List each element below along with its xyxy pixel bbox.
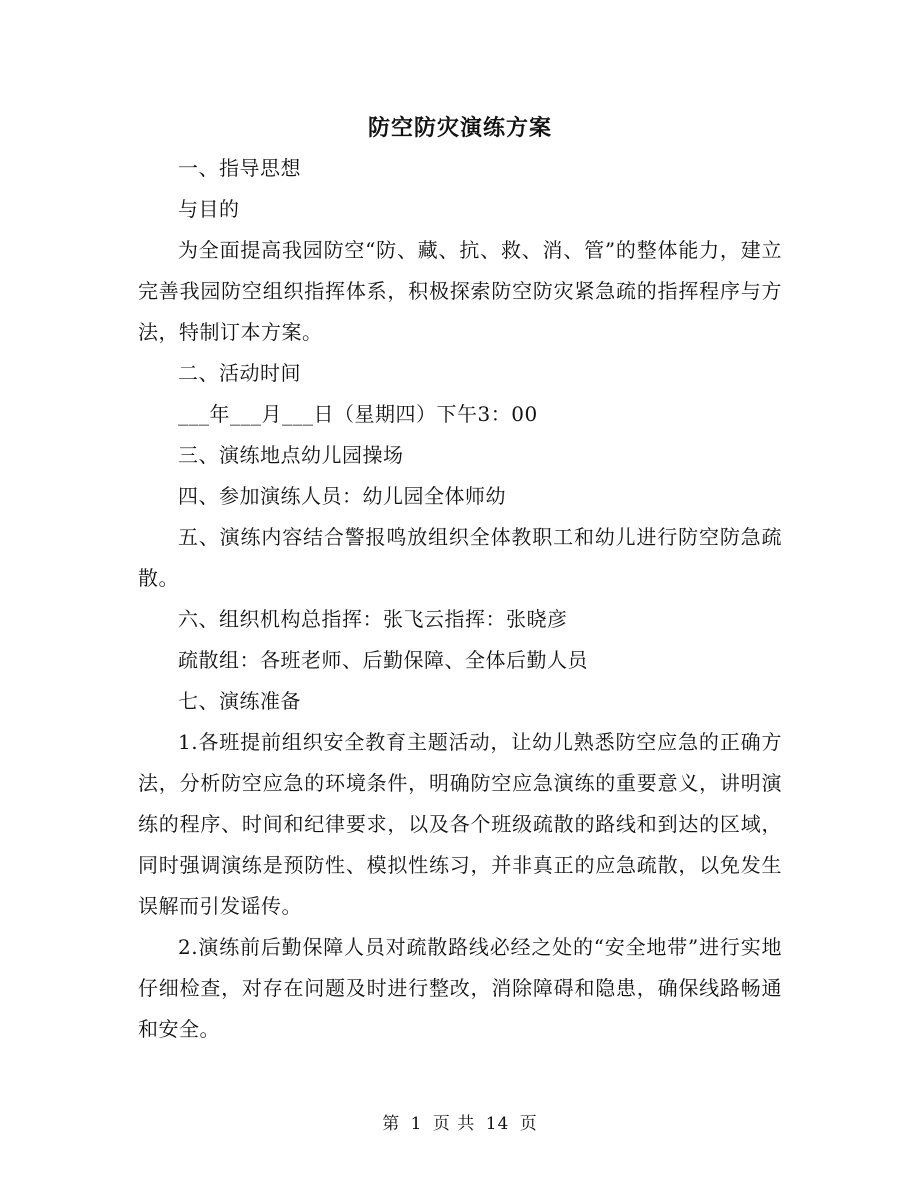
page-footer — [0, 1112, 920, 1136]
paragraph-evacuation-group: 疏散组：各班老师、后勤保障、全体后勤人员 — [178, 648, 588, 672]
footer-suffix: 页 — [519, 1114, 538, 1134]
document-title: 防空防灾演练方案 — [367, 115, 552, 141]
paragraph-purpose: 为全面提高我园防空“防、藏、抗、救、消、管”的整体能力，建立完善我园防空组织指挥体系，积极探索防空防灾紧急疏的指挥程序与方法，特制订本方案。 — [138, 238, 782, 344]
document-body — [138, 108, 782, 1050]
section-heading-preparation: 七、演练准备 — [178, 689, 301, 713]
footer-prefix: 第 — [382, 1114, 401, 1134]
section-heading-guiding-ideology: 一、指导思想 — [178, 156, 301, 180]
footer-total-pages: 14 — [485, 1114, 510, 1134]
section-heading-purpose: 与目的 — [178, 197, 240, 221]
paragraph-preparation-1: 1.各班提前组织安全教育主题活动，让幼儿熟悉防空应急的正确方法，分析防空应急的环境条件，明确防空应急演练的重要意义，讲明演练的程序、时间和纪律要求，以及各个班级疏散的路线和到达的区域，同时强调演练是预防性、模拟性练习，并非真正的应急疏散，以免发生误解而引发谣传。 — [138, 730, 782, 918]
footer-page-number: 1 — [410, 1114, 423, 1134]
section-organization: 六、组织机构总指挥：张飞云指挥：张晓彦 — [178, 607, 568, 631]
section-drill-content: 五、演练内容结合警报鸣放组织全体教职工和幼儿进行防空防急疏散。 — [138, 525, 782, 590]
section-heading-activity-time: 二、活动时间 — [178, 361, 301, 385]
section-participants: 四、参加演练人员：幼儿园全体师幼 — [178, 484, 506, 508]
paragraph-preparation-2: 2.演练前后勤保障人员对疏散路线必经之处的“安全地带”进行实地仔细检查，对存在问题及时进行整改，消除障碍和隐患，确保线路畅通和安全。 — [138, 935, 782, 1041]
footer-middle: 页 共 — [432, 1114, 476, 1134]
paragraph-activity-time: ___年___月___日（星期四）下午3：00 — [178, 402, 538, 426]
section-drill-location: 三、演练地点幼儿园操场 — [178, 443, 404, 467]
